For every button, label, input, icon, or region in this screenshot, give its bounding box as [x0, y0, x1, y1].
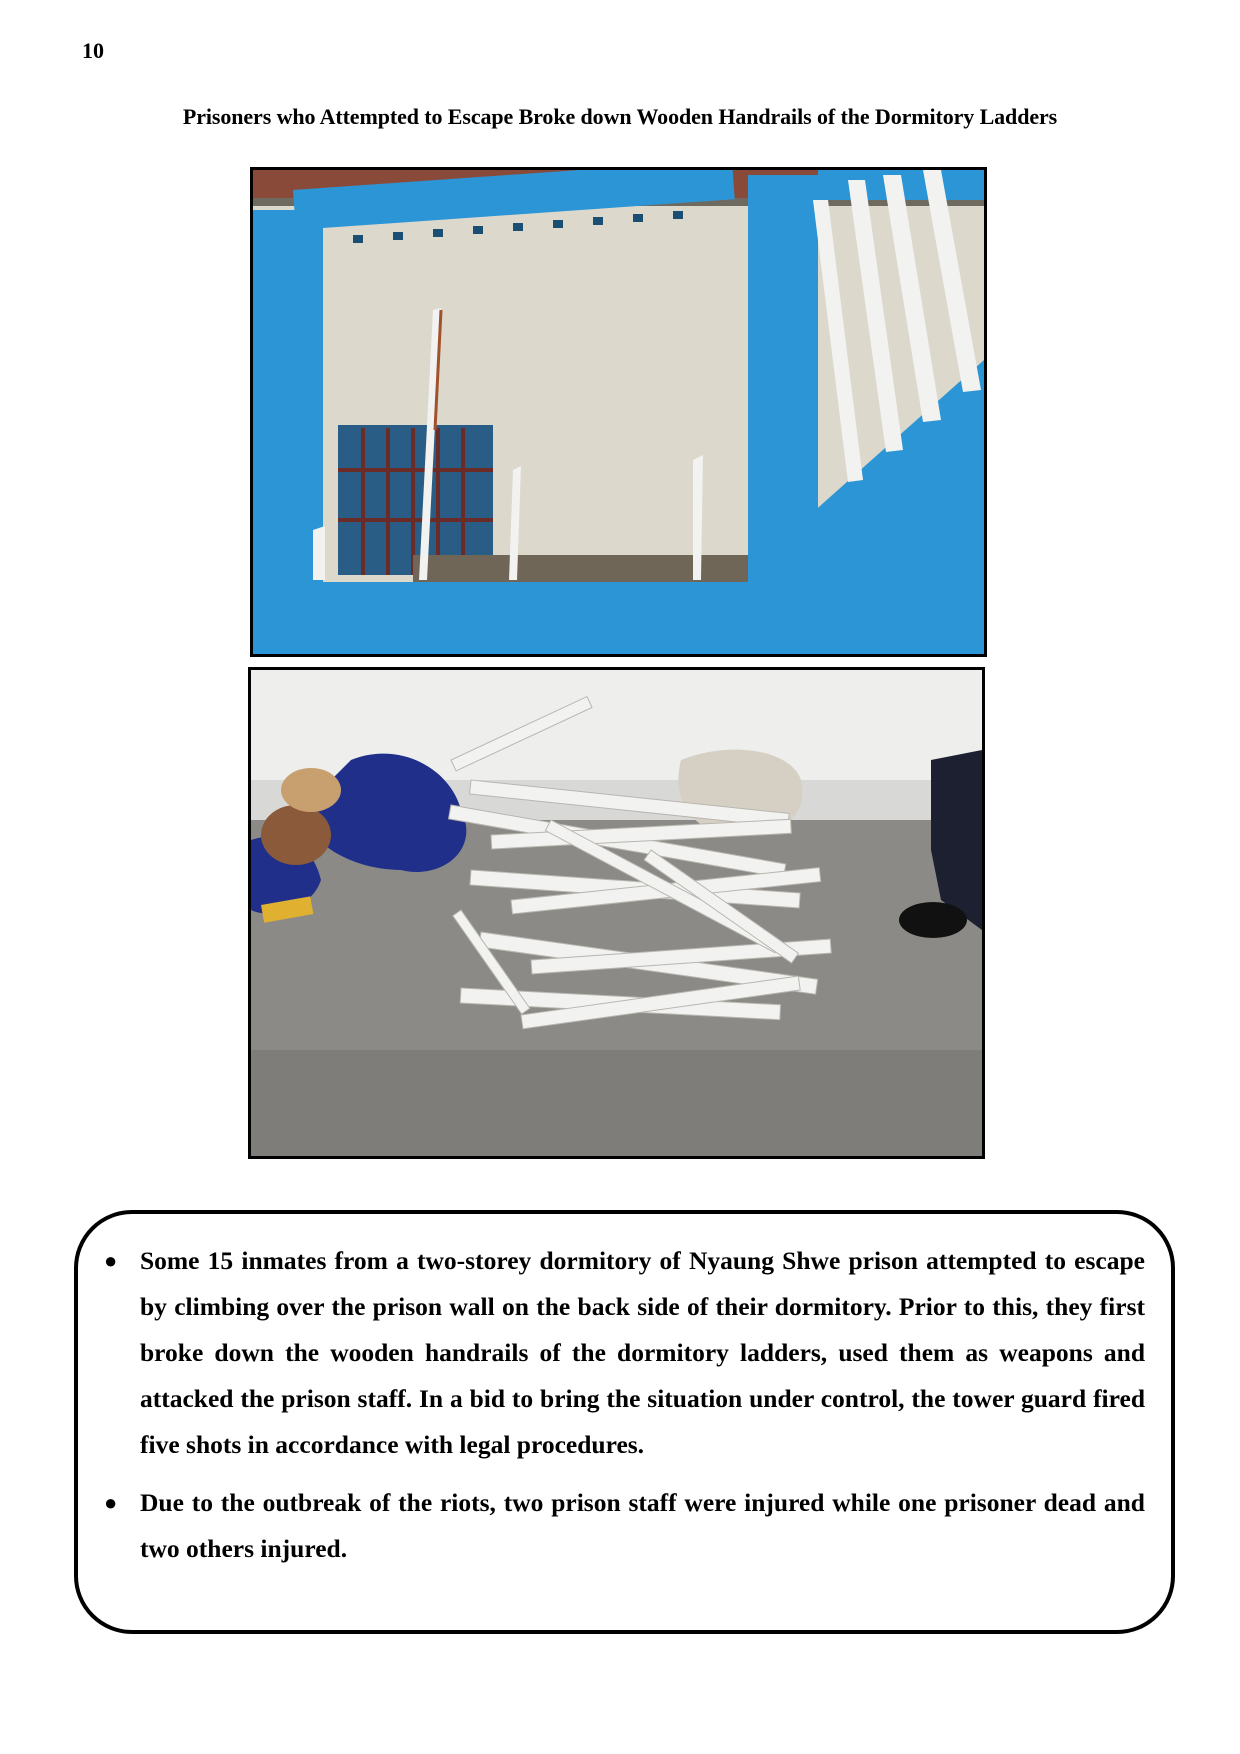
- bullet-dot-icon: ●: [104, 1248, 118, 1273]
- broken-handrail-illustration: [253, 170, 984, 654]
- bullet-text: Some 15 inmates from a two-storey dormitory of Nyaung Shwe prison attempted to escape by climbing over the prison wall on the back side of their dormitory. Prior to this, they first broke down the wooden handrails of the dormitory ladders, used them as weapons and attacked the prison staff. In a bid to bring the situation under control, the tower guard fired five shots in accordance with legal procedures.: [140, 1246, 1145, 1459]
- page-title: Prisoners who Attempted to Escape Broke down Wooden Handrails of the Dormitory Ladders: [182, 104, 1058, 129]
- handrail-pile-illustration: [251, 670, 982, 1156]
- page-number: 10: [82, 38, 104, 63]
- summary-bullet-casualties: [104, 1480, 1145, 1572]
- bullet-text: Due to the outbreak of the riots, two prison staff were injured while one prisoner dead and two others injured.: [140, 1488, 1145, 1563]
- summary-bullet-list: [104, 1238, 1145, 1584]
- summary-bullet-escape-attempt: [104, 1238, 1145, 1468]
- broken-handrail-photo: [250, 167, 987, 657]
- pile-of-broken-handrails-photo: [248, 667, 985, 1159]
- summary-box: [74, 1210, 1175, 1634]
- bullet-dot-icon: ●: [104, 1490, 118, 1515]
